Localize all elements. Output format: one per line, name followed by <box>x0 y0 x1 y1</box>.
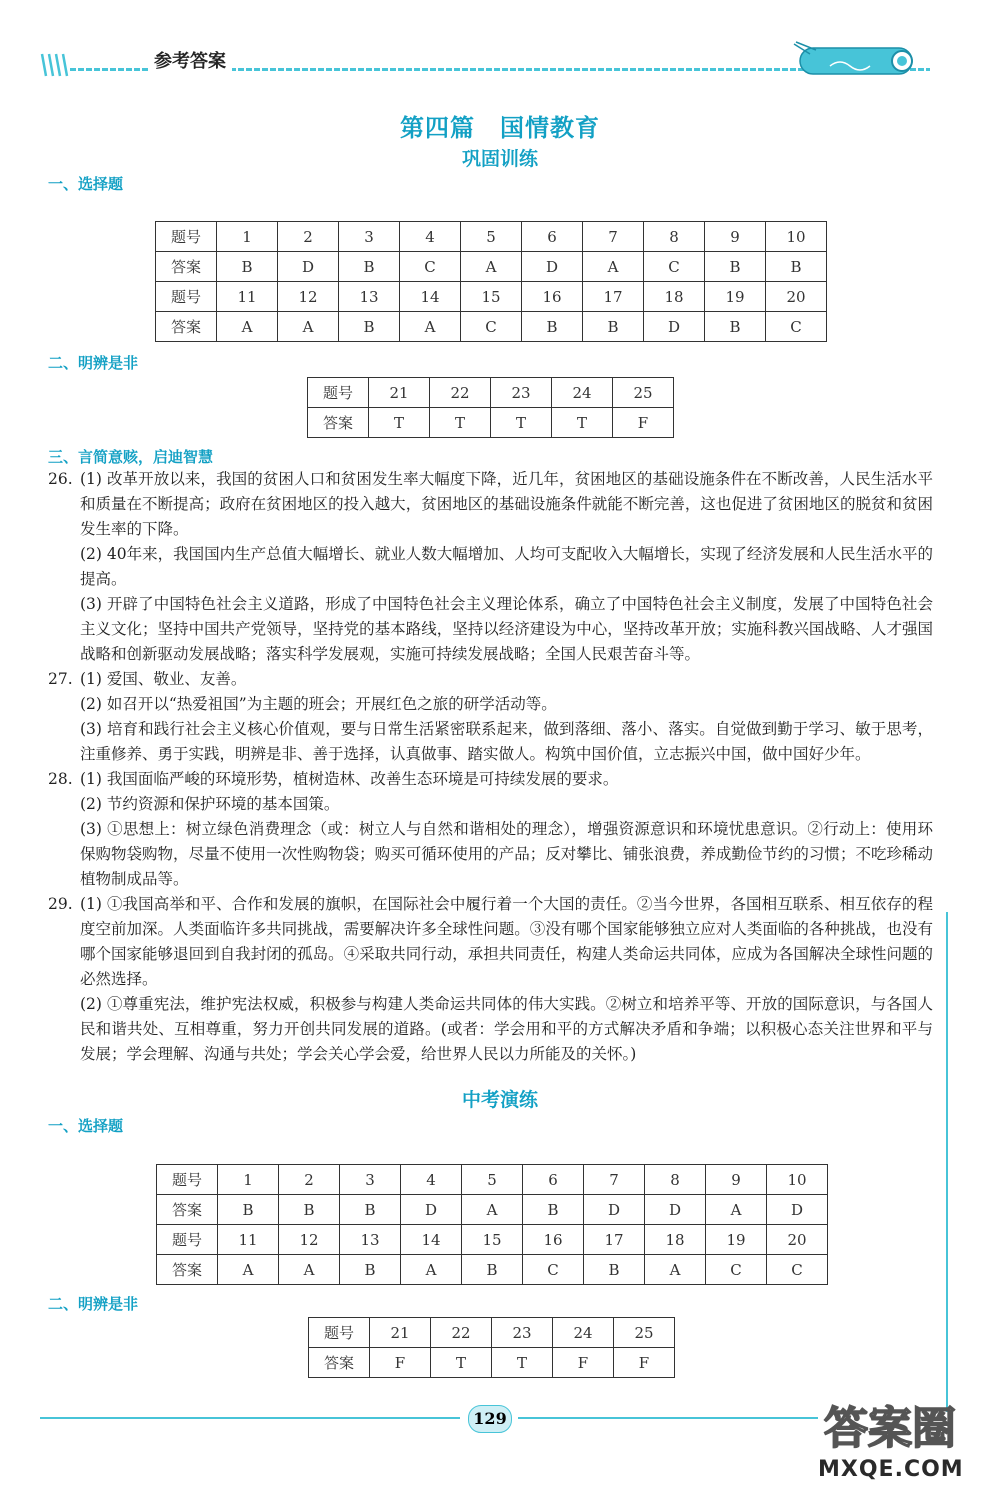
table-row <box>156 282 827 312</box>
row-label: 答案 <box>156 252 217 282</box>
row-label: 题号 <box>157 1165 218 1195</box>
table-cell: B <box>523 1195 584 1225</box>
table-cell: C <box>706 1255 767 1285</box>
question-number: 26. <box>48 470 73 488</box>
table-cell: 25 <box>613 378 674 408</box>
table-cell: A <box>645 1255 706 1285</box>
table-cell: B <box>705 312 766 342</box>
answer-item <box>48 892 933 1067</box>
table-cell: D <box>644 312 705 342</box>
table-cell: 7 <box>584 1165 645 1195</box>
table-cell: B <box>279 1195 340 1225</box>
answer-table-choice <box>155 221 827 342</box>
table-cell: 9 <box>706 1165 767 1195</box>
table-cell: 3 <box>340 1165 401 1195</box>
table-cell: 24 <box>552 378 613 408</box>
table-cell: B <box>522 312 583 342</box>
table-row <box>309 1318 675 1348</box>
table-cell: T <box>431 1348 492 1378</box>
table-row <box>309 1348 675 1378</box>
table-cell: 2 <box>279 1165 340 1195</box>
row-label: 题号 <box>157 1225 218 1255</box>
question-number: 27. <box>48 670 73 688</box>
right-margin-rule <box>946 912 948 1412</box>
answer-item <box>48 667 933 767</box>
table-cell: C <box>644 252 705 282</box>
answer-table-true-false <box>307 377 674 438</box>
table-row <box>308 408 674 438</box>
table-row <box>156 312 827 342</box>
table-cell: 12 <box>278 282 339 312</box>
table-cell: B <box>584 1255 645 1285</box>
answer-table-true-false-2 <box>308 1317 675 1378</box>
answer-paragraph: (2) ①尊重宪法，维护宪法权威，积极参与构建人类命运共同体的伟大实践。②树立和培养平等、开放的国际意识，与各国人民和谐共处、互相尊重，努力开创共同发展的道路。(或者：学会用和平的方式解决矛盾和争端；以积极心态关注世界和平与发展；学会理解、沟通与共处；学会关心学会爱，给世界人民以力所能及的关怀。) <box>80 995 933 1063</box>
table-cell: 21 <box>370 1318 431 1348</box>
pen-icon <box>790 40 930 88</box>
table-cell: 16 <box>522 282 583 312</box>
table-cell: 4 <box>400 222 461 252</box>
table-cell: 11 <box>218 1225 279 1255</box>
table-cell: 9 <box>705 222 766 252</box>
table-cell: 22 <box>431 1318 492 1348</box>
question-number: 29. <box>48 895 73 913</box>
row-label: 答案 <box>308 408 369 438</box>
answer-item <box>48 767 933 892</box>
table-cell: 8 <box>645 1165 706 1195</box>
table-cell: D <box>584 1195 645 1225</box>
table-cell: C <box>461 312 522 342</box>
header-decoration <box>40 52 76 78</box>
table-cell: 20 <box>766 282 827 312</box>
table-cell: F <box>613 408 674 438</box>
table-cell: A <box>278 312 339 342</box>
section-heading-exam-practice: 中考演练 <box>461 1089 538 1111</box>
table-cell: T <box>491 408 552 438</box>
table-cell: A <box>706 1195 767 1225</box>
answer-paragraph: (3) ①思想上：树立绿色消费理念（或：树立人与自然和谐相处的理念），增强资源意识和环境忧患意识。②行动上：使用环保购物袋购物，尽量不使用一次性购物袋；购买可循环使用的产品；反对攀比、铺张浪费，养成勤俭节约的习惯；不吃珍稀动植物制成品等。 <box>80 820 933 888</box>
table-cell: 2 <box>278 222 339 252</box>
table-cell: 10 <box>767 1165 828 1195</box>
table-cell: 15 <box>461 282 522 312</box>
table-cell: 10 <box>766 222 827 252</box>
table-cell: 16 <box>523 1225 584 1255</box>
table-cell: B <box>340 1195 401 1225</box>
table-cell: B <box>340 1255 401 1285</box>
answer-paragraph: (1) 我国面临严峻的环境形势，植树造林、改善生态环境是可持续发展的要求。 <box>80 770 619 788</box>
table-cell: 19 <box>705 282 766 312</box>
table-cell: B <box>705 252 766 282</box>
section-true-false: 二、明辨是非 <box>48 354 139 372</box>
table-cell: D <box>522 252 583 282</box>
table-cell: T <box>430 408 491 438</box>
answer-paragraph: (1) ①我国高举和平、合作和发展的旗帜，在国际社会中履行着一个大国的责任。②当今世界，各国相互联系、相互依存的程度空前加深。人类面临许多共同挑战，需要解决许多全球性问题。③没有哪个国家能够独立应对人类面临的各种挑战，也没有哪个国家能够退回到自我封闭的孤岛。④采取共同行动，承担共同责任，构建人类命运共同体，应成为各国解决全球性问题的必然选择。 <box>80 895 933 988</box>
table-cell: 1 <box>217 222 278 252</box>
row-label: 答案 <box>157 1195 218 1225</box>
table-cell: D <box>645 1195 706 1225</box>
table-cell: A <box>461 252 522 282</box>
table-cell: F <box>614 1348 675 1378</box>
table-cell: F <box>553 1348 614 1378</box>
table-cell: A <box>400 312 461 342</box>
table-cell: T <box>492 1348 553 1378</box>
table-cell: B <box>339 252 400 282</box>
table-cell: 11 <box>217 282 278 312</box>
page-header <box>40 40 930 90</box>
table-cell: 25 <box>614 1318 675 1348</box>
answer-paragraph: (3) 开辟了中国特色社会主义道路，形成了中国特色社会主义理论体系，确立了中国特色社会主义制度，发展了中国特色社会主义文化；坚持中国共产党领导，坚持党的基本路线，坚持以经济建设为中心，坚持改革开放；实施科教兴国战略、人才强国战略和创新驱动发展战略；落实科学发展观，实施可持续发展战略；全国人民艰苦奋斗等。 <box>80 595 933 663</box>
table-cell: 1 <box>218 1165 279 1195</box>
table-cell: 8 <box>644 222 705 252</box>
table-cell: B <box>217 252 278 282</box>
table-cell: 23 <box>491 378 552 408</box>
table-row <box>156 222 827 252</box>
table-cell: F <box>370 1348 431 1378</box>
table-row <box>308 378 674 408</box>
table-cell: 23 <box>492 1318 553 1348</box>
footer-rule-left <box>40 1417 460 1419</box>
table-cell: 12 <box>279 1225 340 1255</box>
question-number: 28. <box>48 770 73 788</box>
table-row <box>157 1165 828 1195</box>
page-title: 第四篇 国情教育 <box>400 114 600 142</box>
table-row <box>157 1255 828 1285</box>
table-cell: A <box>279 1255 340 1285</box>
table-cell: A <box>401 1255 462 1285</box>
answer-paragraph: (3) 培育和践行社会主义核心价值观，要与日常生活紧密联系起来，做到落细、落小、落实。自觉做到勤于学习、敏于思考，注重修养、勇于实践，明辨是非、善于选择，认真做事、踏实做人。构筑中国价值，立志振兴中国，做中国好少年。 <box>80 720 933 763</box>
table-cell: B <box>218 1195 279 1225</box>
table-cell: 17 <box>584 1225 645 1255</box>
row-label: 答案 <box>156 312 217 342</box>
section-heading-consolidation: 巩固训练 <box>461 148 538 170</box>
table-cell: T <box>552 408 613 438</box>
table-cell: A <box>462 1195 523 1225</box>
table-cell: 13 <box>340 1225 401 1255</box>
table-cell: C <box>767 1255 828 1285</box>
table-cell: D <box>401 1195 462 1225</box>
table-cell: A <box>217 312 278 342</box>
table-cell: D <box>278 252 339 282</box>
table-cell: 20 <box>767 1225 828 1255</box>
table-cell: D <box>767 1195 828 1225</box>
table-row <box>156 252 827 282</box>
section-true-false-2: 二、明辨是非 <box>48 1295 139 1313</box>
answer-paragraph: (1) 爱国、敬业、友善。 <box>80 670 247 688</box>
table-cell: 5 <box>461 222 522 252</box>
section-multiple-choice-2: 一、选择题 <box>48 1117 124 1135</box>
section-short-answer: 三、言简意赅，启迪智慧 <box>48 448 214 466</box>
table-cell: 4 <box>401 1165 462 1195</box>
row-label: 题号 <box>309 1318 370 1348</box>
table-cell: C <box>400 252 461 282</box>
table-row <box>157 1225 828 1255</box>
watermark-logo <box>820 1395 990 1457</box>
table-cell: C <box>766 312 827 342</box>
table-cell: 15 <box>462 1225 523 1255</box>
table-cell: A <box>218 1255 279 1285</box>
table-cell: B <box>339 312 400 342</box>
footer-rule-right <box>518 1417 818 1419</box>
page-number: 129 <box>468 1405 512 1433</box>
table-cell: 24 <box>553 1318 614 1348</box>
answer-paragraph: (2) 40年来，我国国内生产总值大幅增长、就业人数大幅增加、人均可支配收入大幅增长，实现了经济发展和人民生活水平的提高。 <box>80 545 933 588</box>
row-label: 题号 <box>308 378 369 408</box>
answer-table-choice-2 <box>156 1164 828 1285</box>
table-cell: 13 <box>339 282 400 312</box>
table-cell: 6 <box>523 1165 584 1195</box>
row-label: 答案 <box>309 1348 370 1378</box>
table-cell: 3 <box>339 222 400 252</box>
short-answer-list <box>48 467 933 1067</box>
table-cell: 18 <box>645 1225 706 1255</box>
table-cell: 22 <box>430 378 491 408</box>
answer-paragraph: (1) 改革开放以来，我国的贫困人口和贫困发生率大幅度下降，近几年，贫困地区的基础设施条件在不断改善，人民生活水平和质量在不断提高；政府在贫困地区的投入越大，贫困地区的基础设施条件就能不断完善，这也促进了贫困地区的脱贫和贫困发生率的下降。 <box>80 470 933 538</box>
row-label: 答案 <box>157 1255 218 1285</box>
table-cell: 7 <box>583 222 644 252</box>
section-multiple-choice: 一、选择题 <box>48 175 124 193</box>
table-cell: C <box>523 1255 584 1285</box>
table-cell: 21 <box>369 378 430 408</box>
row-label: 题号 <box>156 222 217 252</box>
row-label: 题号 <box>156 282 217 312</box>
watermark-text: MXQE.COM <box>818 1457 964 1482</box>
table-cell: 14 <box>401 1225 462 1255</box>
watermark-logo-text: 答案圈 <box>824 1403 956 1454</box>
answer-item <box>48 467 933 667</box>
table-cell: 18 <box>644 282 705 312</box>
table-cell: 6 <box>522 222 583 252</box>
table-row <box>157 1195 828 1225</box>
table-cell: B <box>462 1255 523 1285</box>
table-cell: 5 <box>462 1165 523 1195</box>
table-cell: A <box>583 252 644 282</box>
table-cell: 19 <box>706 1225 767 1255</box>
answer-paragraph: (2) 节约资源和保护环境的基本国策。 <box>80 795 340 813</box>
table-cell: 17 <box>583 282 644 312</box>
header-label: 参考答案 <box>148 47 232 73</box>
answer-paragraph: (2) 如召开以“热爱祖国”为主题的班会；开展红色之旅的研学活动等。 <box>80 695 557 713</box>
table-cell: T <box>369 408 430 438</box>
table-cell: B <box>766 252 827 282</box>
table-cell: B <box>583 312 644 342</box>
table-cell: 14 <box>400 282 461 312</box>
